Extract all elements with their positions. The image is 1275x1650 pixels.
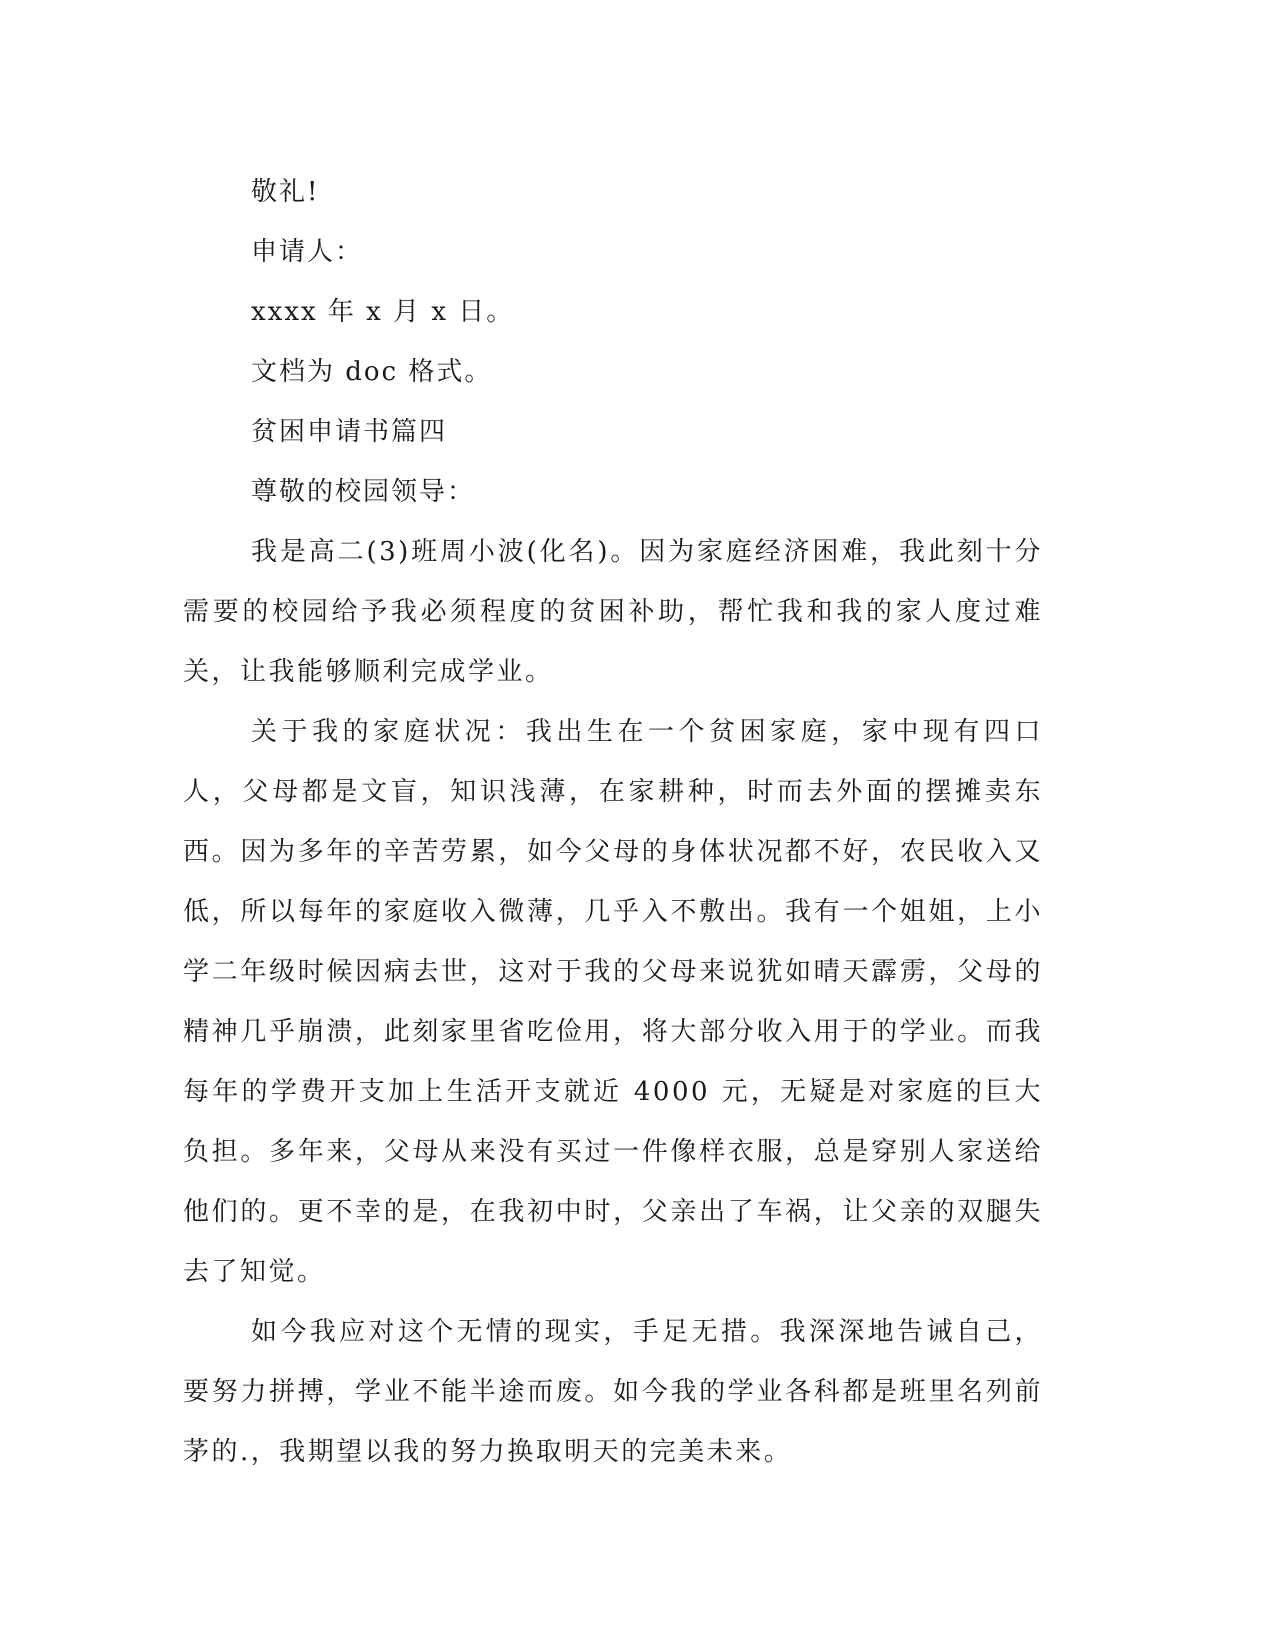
greeting: 尊敬的校园领导： <box>251 477 476 507</box>
paragraph-intro: 我是高二(3)班周小波(化名)。因为家庭经济困难，我此刻十分需要的校园给予我必须程度的贫困补助，帮忙我和我的家人度过难关，让我能够顺利完成学业。 <box>183 537 1043 687</box>
format-note: 文档为 doc 格式。 <box>251 357 493 387</box>
document-body <box>183 162 1043 1482</box>
applicant-label: 申请人： <box>251 237 364 267</box>
paragraph-determination: 如今我应对这个无情的现实，手足无措。我深深地告诫自己，要努力拼搏，学业不能半途而废。如今我的学业各科都是班里名列前茅的.，我期望以我的努力换取明天的完美未来。 <box>183 1317 1043 1467</box>
date-line: xxxx 年 x 月 x 日。 <box>251 297 515 327</box>
paragraph-family-situation: 关于我的家庭状况：我出生在一个贫困家庭，家中现有四口人，父母都是文盲，知识浅薄，在家耕种，时而去外面的摆摊卖东西。因为多年的辛苦劳累，如今父母的身体状况都不好，农民收入又低，所以每年的家庭收入微薄，几乎入不敷出。我有一个姐姐，上小学二年级时候因病去世，这对于我的父母来说犹如晴天霹雳，父母的精神几乎崩溃，此刻家里省吃俭用，将大部分收入用于的学业。而我每年的学费开支加上生活开支就近 4000 元，无疑是对家庭的巨大负担。多年来，父母从来没有买过一件像样衣服，总是穿别人家送给他们的。更不幸的是，在我初中时，父亲出了车祸，让父亲的双腿失去了知觉。 <box>183 717 1043 1287</box>
section-heading: 贫困申请书篇四 <box>251 417 448 447</box>
closing-salutation: 敬礼! <box>251 177 320 207</box>
